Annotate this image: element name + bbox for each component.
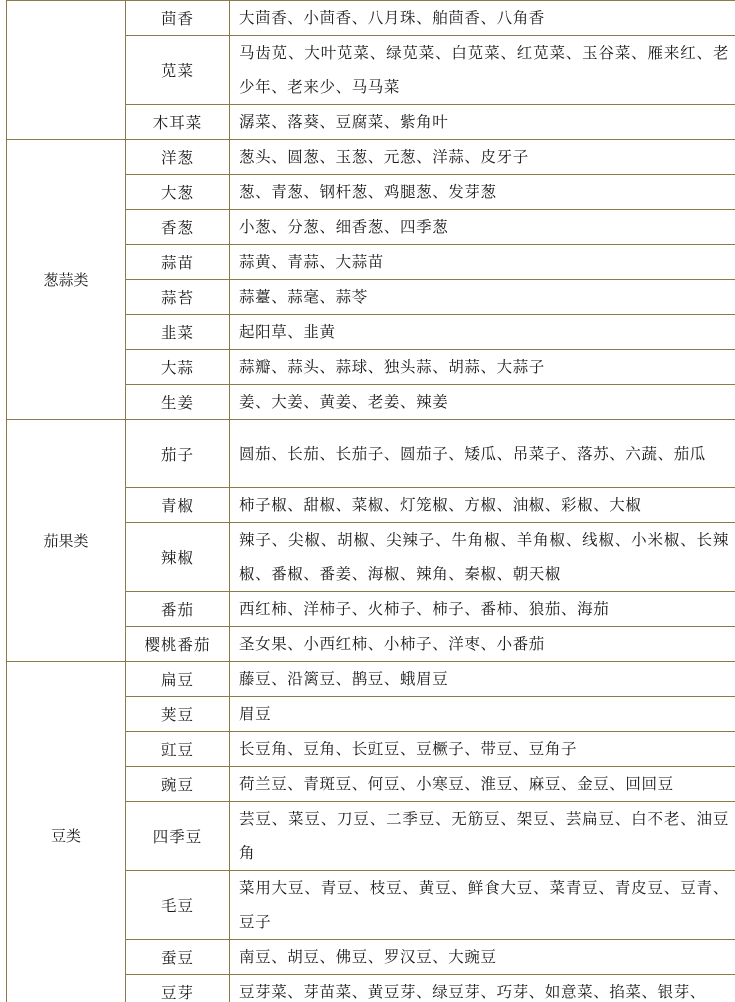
vegetable-name-cell: 韭菜 bbox=[126, 315, 230, 350]
alias-list-cell: 葱、青葱、钢杆葱、鸡腿葱、发芽葱 bbox=[230, 175, 735, 210]
alias-list-cell: 圣女果、小西红柿、小柿子、洋枣、小番茄 bbox=[230, 627, 735, 662]
category-cell bbox=[7, 1, 126, 140]
category-cell: 葱蒜类 bbox=[7, 140, 126, 420]
vegetable-name-cell: 四季豆 bbox=[126, 802, 230, 871]
vegetable-name-cell: 苋菜 bbox=[126, 36, 230, 105]
alias-list-cell: 小葱、分葱、细香葱、四季葱 bbox=[230, 210, 735, 245]
category-cell: 茄果类 bbox=[7, 420, 126, 662]
vegetable-name-cell: 毛豆 bbox=[126, 871, 230, 940]
vegetable-name-cell: 生姜 bbox=[126, 385, 230, 420]
alias-list-cell: 葱头、圆葱、玉葱、元葱、洋蒜、皮牙子 bbox=[230, 140, 735, 175]
alias-list-cell: 蒜瓣、蒜头、蒜球、独头蒜、胡蒜、大蒜子 bbox=[230, 350, 735, 385]
alias-list-cell: 藤豆、沿篱豆、鹊豆、蛾眉豆 bbox=[230, 662, 735, 697]
table-row bbox=[7, 140, 735, 175]
vegetable-name-cell: 洋葱 bbox=[126, 140, 230, 175]
vegetable-name-cell: 大葱 bbox=[126, 175, 230, 210]
vegetable-name-cell: 豆芽 bbox=[126, 975, 230, 1002]
vegetable-name-cell: 番茄 bbox=[126, 592, 230, 627]
vegetable-name-cell: 扁豆 bbox=[126, 662, 230, 697]
alias-list-cell: 起阳草、韭黄 bbox=[230, 315, 735, 350]
alias-list-cell: 蒜薹、蒜毫、蒜苓 bbox=[230, 280, 735, 315]
alias-list-cell: 辣子、尖椒、胡椒、尖辣子、牛角椒、羊角椒、线椒、小米椒、长辣椒、番椒、番姜、海椒、辣角、秦椒、朝天椒 bbox=[230, 523, 735, 592]
vegetable-name-cell: 蚕豆 bbox=[126, 940, 230, 975]
alias-list-cell: 长豆角、豆角、长豇豆、豆橛子、带豆、豆角子 bbox=[230, 732, 735, 767]
alias-list-cell: 南豆、胡豆、佛豆、罗汉豆、大豌豆 bbox=[230, 940, 735, 975]
vegetable-name-cell: 豇豆 bbox=[126, 732, 230, 767]
table-row bbox=[7, 1, 735, 36]
vegetable-name-cell: 茴香 bbox=[126, 1, 230, 36]
vegetable-name-cell: 蒜苗 bbox=[126, 245, 230, 280]
table-body bbox=[7, 1, 735, 1002]
vegetable-name-cell: 茄子 bbox=[126, 420, 230, 488]
table-row bbox=[7, 662, 735, 697]
alias-list-cell: 姜、大姜、黄姜、老姜、辣姜 bbox=[230, 385, 735, 420]
vegetable-name-cell: 辣椒 bbox=[126, 523, 230, 592]
vegetable-name-cell: 香葱 bbox=[126, 210, 230, 245]
alias-list-cell: 潺菜、落葵、豆腐菜、紫角叶 bbox=[230, 105, 735, 140]
alias-list-cell: 柿子椒、甜椒、菜椒、灯笼椒、方椒、油椒、彩椒、大椒 bbox=[230, 488, 735, 523]
vegetable-name-cell: 樱桃番茄 bbox=[126, 627, 230, 662]
vegetable-alias-table bbox=[6, 0, 735, 1002]
vegetable-name-cell: 青椒 bbox=[126, 488, 230, 523]
alias-list-cell: 大茴香、小茴香、八月珠、舶茴香、八角香 bbox=[230, 1, 735, 36]
vegetable-name-cell: 荚豆 bbox=[126, 697, 230, 732]
alias-list-cell: 豆芽菜、芽苗菜、黄豆芽、绿豆芽、巧芽、如意菜、掐菜、银芽、 bbox=[230, 975, 735, 1002]
category-cell: 豆类 bbox=[7, 662, 126, 1002]
vegetable-name-cell: 木耳菜 bbox=[126, 105, 230, 140]
alias-list-cell: 马齿苋、大叶苋菜、绿苋菜、白苋菜、红苋菜、玉谷菜、雁来红、老少年、老来少、马马菜 bbox=[230, 36, 735, 105]
alias-list-cell: 荷兰豆、青斑豆、何豆、小寒豆、淮豆、麻豆、金豆、回回豆 bbox=[230, 767, 735, 802]
vegetable-name-cell: 豌豆 bbox=[126, 767, 230, 802]
alias-list-cell: 蒜黄、青蒜、大蒜苗 bbox=[230, 245, 735, 280]
vegetable-name-cell: 大蒜 bbox=[126, 350, 230, 385]
table-row bbox=[7, 420, 735, 488]
alias-list-cell: 西红柿、洋柿子、火柿子、柿子、番柿、狼茄、海茄 bbox=[230, 592, 735, 627]
alias-list-cell: 眉豆 bbox=[230, 697, 735, 732]
alias-list-cell: 芸豆、菜豆、刀豆、二季豆、无筋豆、架豆、芸扁豆、白不老、油豆角 bbox=[230, 802, 735, 871]
alias-list-cell: 菜用大豆、青豆、枝豆、黄豆、鲜食大豆、菜青豆、青皮豆、豆青、豆子 bbox=[230, 871, 735, 940]
alias-list-cell: 圆茄、长茄、长茄子、圆茄子、矮瓜、吊菜子、落苏、六蔬、茄瓜 bbox=[230, 420, 735, 488]
vegetable-name-cell: 蒜苔 bbox=[126, 280, 230, 315]
